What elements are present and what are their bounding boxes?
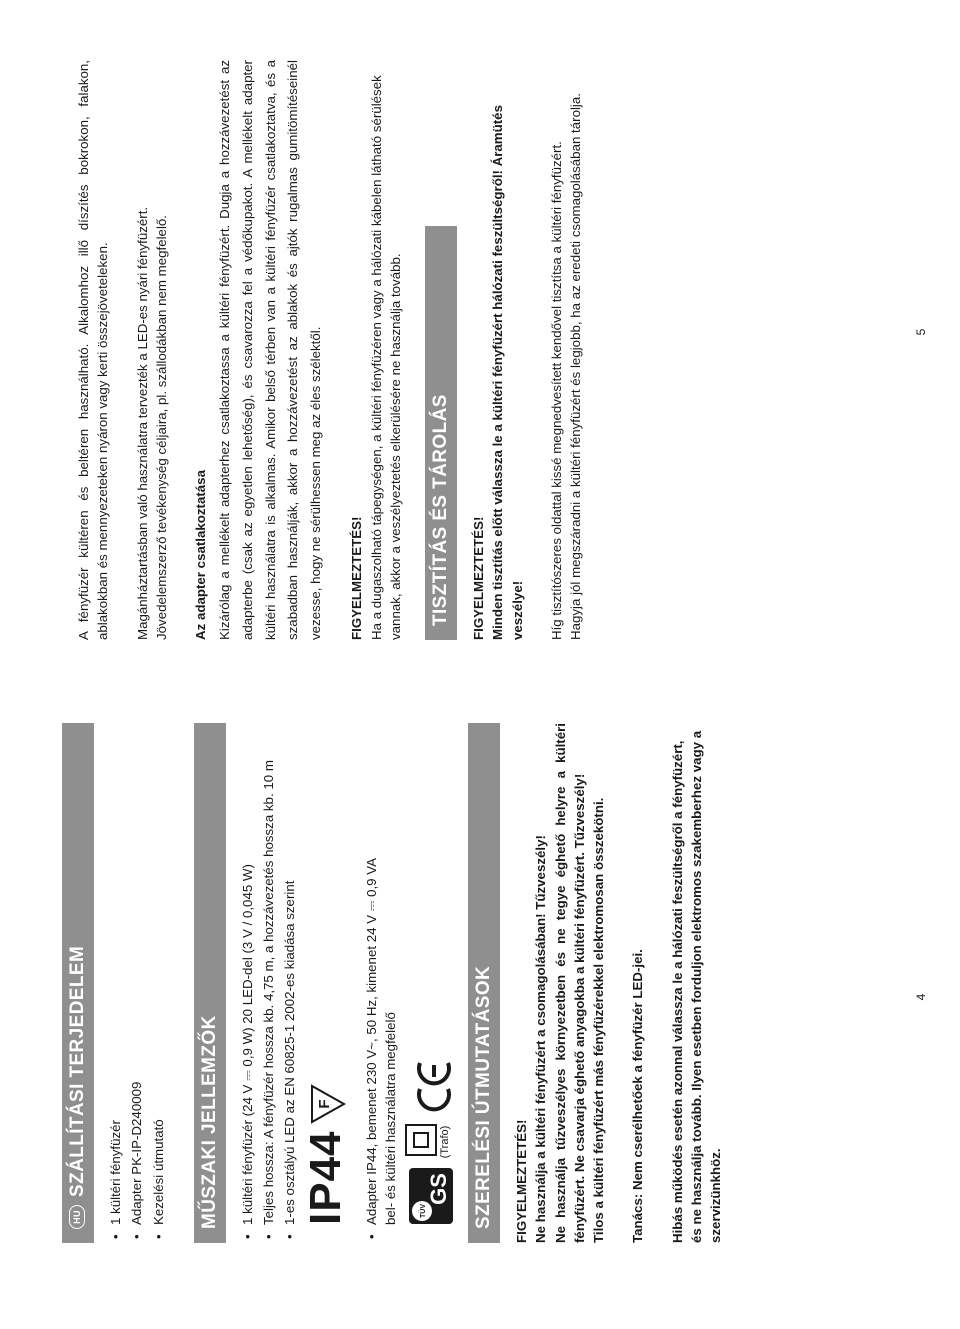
list-item: • 1-es osztályú LED az EN 60825-1 2002-es kiadása szerint: [280, 723, 299, 1243]
list-item: • 1 kültéri fényfüzér (24 V ⎓ 0,9 W) 20 LED-del (3 V / 0,045 W): [238, 723, 257, 1243]
ip-rating-row: [300, 723, 350, 1225]
intro-text-3: Jövedelemszerző tevékenység céljaira, pl. szállodákban nem megfelelő.: [153, 215, 169, 640]
intro-text-1: A fényfüzér kültéren és beltéren használható. Alkalomhoz illő díszítés bokrokon, falakon, ablakokban és mennyezeteken nyáron vagy kerti összejöveteleken.: [76, 60, 111, 640]
cleaning-warning-title: FIGYELMEZTETÉS!: [471, 516, 487, 640]
list-item: [362, 723, 401, 1243]
ce-mark-icon: [414, 1057, 454, 1113]
specs-list: [238, 723, 300, 1243]
section-title-specs: MŰSZAKI JELLEMZŐK: [198, 1015, 220, 1229]
list-item: • Kezelési útmutató: [149, 723, 168, 1243]
install-warning-title: FIGYELMEZTETÉS!: [514, 1119, 530, 1243]
intro-text-2: Magánháztartásban való használatra tervezték a LED-es nyári fényfüzért.: [134, 206, 150, 640]
double-insulation-icon: [404, 1123, 438, 1157]
adapter-warning-text: Ha a dugaszolható tápegységen, a kültéri fényfüzéren vagy a hálózati kábelen látható sérülések vannak, akkor a veszélyeztetés elkerülésére ne használja tovább.: [368, 75, 403, 640]
list-item: • 1 kültéri fényfüzér: [106, 723, 125, 1243]
trafo-label: (Trafo): [439, 1125, 452, 1159]
install-warning-3: Tilos a kültéri fényfüzért más fényfüzérekkel elektromosan összekötni.: [591, 797, 607, 1243]
page-4: [0, 665, 960, 1329]
page-5: [0, 0, 960, 664]
scope-list: [106, 723, 168, 1243]
f-mark-icon: [306, 1084, 346, 1124]
f-mark-label: F: [315, 1099, 333, 1110]
country-badge: HU: [69, 1205, 85, 1229]
page-number: 5: [914, 328, 928, 336]
cleaning-text-2: Hagyja jól megszáradni a kültéri fényfüzért és legjobb, ha az eredeti csomagolásában tárolja.: [568, 93, 584, 640]
tuv-gs-logo-icon: [408, 1167, 454, 1225]
adapter-warning-title: FIGYELMEZTETÉS!: [349, 516, 365, 640]
section-title-install: SZERELÉSI ÚTMUTATÁSOK: [473, 965, 495, 1229]
tuv-label: TÜV: [420, 1204, 428, 1218]
install-tip: Tanács: Nem cserélhetőek a fényfüzér LED-jei.: [630, 949, 646, 1243]
list-item: • Adapter PK-IP-D240009: [127, 723, 146, 1243]
section-header-cleaning: [425, 226, 457, 640]
section-header-specs: [194, 723, 226, 1243]
adapter-text: Kizárólag a mellékelt adapterhez csatlakoztassa a kültéri fényfüzért. Dugja a hozzávezetést az adapterbe (csak az egyetlen lehetőség), és csavarozza fel a védőkupakot. A mellékelt adapter kültéri használatra is alkalmas. Amikor belső térben van a kültéri fényfüzér csatlakoztatva, és a szabadban használják, akkor a hozzávezetést az ablakok és ajtók rugalmas gumitömítéseinél vezesse, hogy ne sérülhessen meg az éles szélektől.: [217, 60, 323, 640]
install-fault: Hibás működés esetén azonnal válassza le a hálózati feszültségről a fényfüzért, és ne használja tovább. Ilyen esetben forduljon elektromos szakemberhez vagy a szervizünkhöz.: [669, 730, 724, 1243]
left-column: [62, 723, 735, 1243]
section-header-scope: [62, 723, 94, 1243]
certification-logos: [404, 723, 454, 1225]
right-column: [74, 60, 595, 640]
cleaning-text-1: Híg tisztítószeres oldattal kissé megnedvesített kendővel tisztítsa a kültéri fényfüzért.: [548, 141, 564, 640]
adapter-line-2: bel- és kültéri használatra megfelelő: [382, 1012, 398, 1225]
trafo-block: [404, 1123, 454, 1157]
section-title-cleaning: TISZTÍTÁS ÉS TÁROLÁS: [430, 394, 452, 626]
install-warning-2: Ne használja tűzveszélyes környezetben és ne tegye éghető helyre a kültéri fényfüzért. Ne csavarja éghető anyagokba a kültéri fényfüzért. Tűzveszély!: [552, 723, 587, 1243]
gs-label: GS: [426, 1173, 452, 1205]
page-number: 4: [914, 993, 928, 1001]
adapter-line-1: Adapter IP44, bemenet 230 V~, 50 Hz, kimenet 24 V ⎓ 0,9 VA: [363, 857, 379, 1225]
install-warning-1: Ne használja a kültéri fényfüzért a csomagolásában! Tűzveszély!: [533, 835, 549, 1243]
list-item: • Teljes hossza: A fényfüzér hossza kb. 4,75 m, a hozzávezetés hossza kb. 10 m: [259, 723, 278, 1243]
adapter-title: Az adapter csatlakoztatása: [193, 470, 209, 640]
ip-rating: IP44: [300, 1130, 350, 1225]
section-header-install: [468, 723, 500, 1243]
cleaning-warning-text: Minden tisztítás előtt válassza le a kültéri fényfüzért hálózati feszültségről! Áramütés veszélye!: [490, 105, 525, 640]
adapter-list: [362, 723, 401, 1243]
section-title-scope: SZÁLLÍTÁSI TERJEDELEM: [67, 945, 88, 1197]
